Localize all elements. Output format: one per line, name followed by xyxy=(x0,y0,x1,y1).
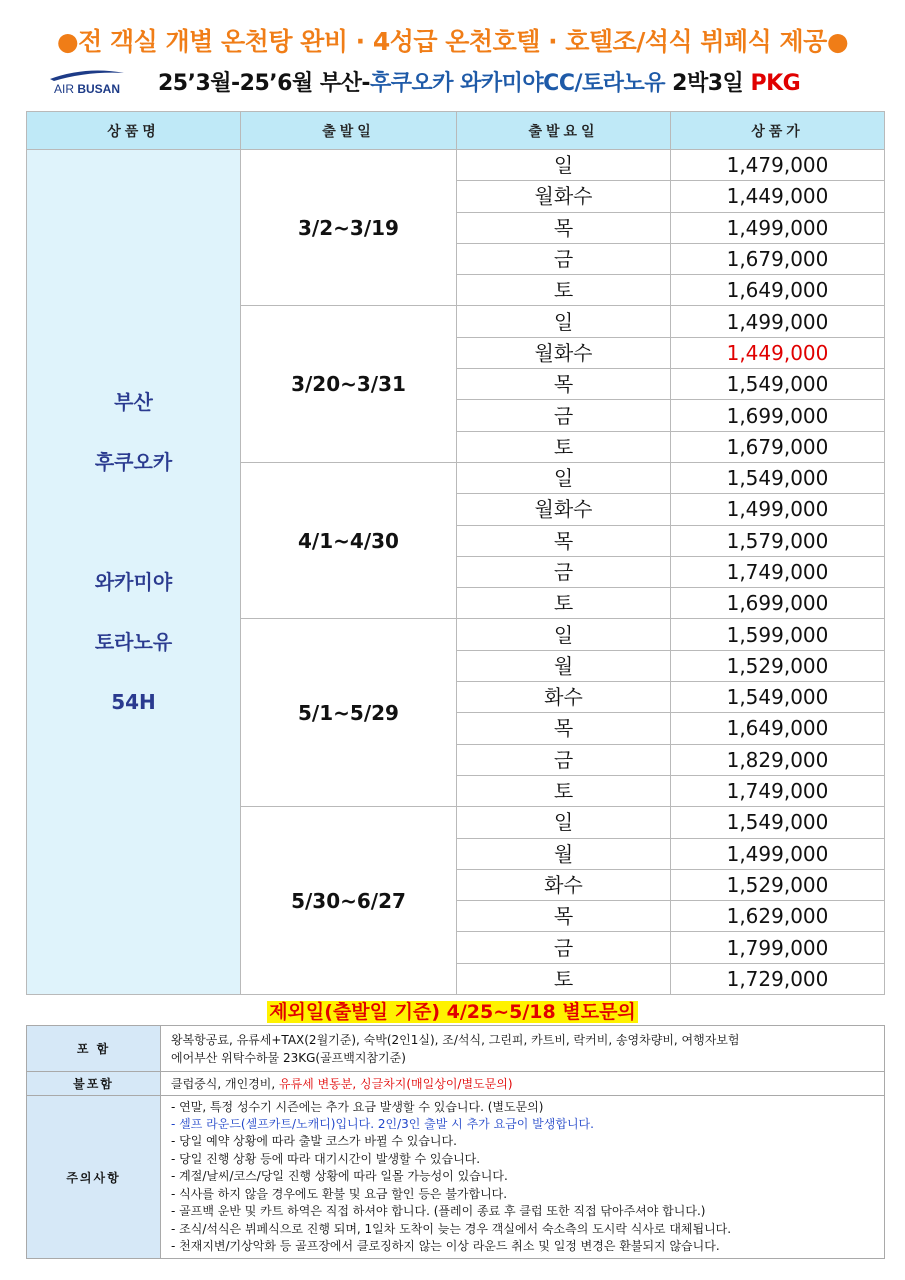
price-table xyxy=(26,111,885,995)
headline: ●전 객실 개별 온천탕 완비 · 4성급 온천호텔 · 호텔조/석식 뷔페식 제공● xyxy=(56,27,849,56)
departure-day: 일 xyxy=(457,150,671,181)
price: 1,499,000 xyxy=(671,838,885,869)
logo-busan: BUSAN xyxy=(77,82,121,96)
header-price: 상품가 xyxy=(671,112,885,150)
price: 1,549,000 xyxy=(671,807,885,838)
price: 1,699,000 xyxy=(671,588,885,619)
price: 1,549,000 xyxy=(671,462,885,493)
departure-day: 금 xyxy=(457,243,671,274)
departure-day: 월화수 xyxy=(457,494,671,525)
logo-text xyxy=(46,82,128,96)
departure-period: 3/20~3/31 xyxy=(241,306,457,462)
price: 1,529,000 xyxy=(671,650,885,681)
departure-day: 토 xyxy=(457,775,671,806)
price: 1,799,000 xyxy=(671,932,885,963)
price: 1,729,000 xyxy=(671,963,885,994)
notes-content xyxy=(161,1096,885,1259)
product-name-line: 와카미야 xyxy=(94,570,173,594)
note-line: - 골프백 운반 및 카트 하역은 직접 하셔야 합니다. (플레이 종료 후 클럽 또한 직접 닦아주셔야 합니다.) xyxy=(171,1204,706,1219)
departure-day: 월 xyxy=(457,650,671,681)
price-table-header xyxy=(27,112,885,150)
price: 1,549,000 xyxy=(671,369,885,400)
departure-period: 4/1~4/30 xyxy=(241,462,457,618)
product-name-line: 후쿠오카 xyxy=(94,450,173,474)
price: 1,499,000 xyxy=(671,212,885,243)
subtitle-dates: 25’3월-25’6월 부산- xyxy=(158,71,370,96)
info-row-include xyxy=(27,1026,885,1072)
departure-period: 3/2~3/19 xyxy=(241,150,457,306)
departure-day: 일 xyxy=(457,306,671,337)
price: 1,699,000 xyxy=(671,400,885,431)
price: 1,449,000 xyxy=(671,337,885,368)
info-row-notes xyxy=(27,1096,885,1259)
air-busan-logo xyxy=(46,68,128,100)
exclude-label: 불포함 xyxy=(27,1072,161,1096)
departure-day: 금 xyxy=(457,400,671,431)
table-row xyxy=(27,150,885,181)
subtitle-duration: 2박3일 xyxy=(665,71,751,96)
price: 1,749,000 xyxy=(671,556,885,587)
price: 1,629,000 xyxy=(671,901,885,932)
exclusion-text: 제외일(출발일 기준) 4/25~5/18 별도문의 xyxy=(269,1001,636,1023)
departure-day: 토 xyxy=(457,963,671,994)
note-line: - 당일 진행 상황 등에 따라 대기시간이 발생할 수 있습니다. xyxy=(171,1151,481,1166)
departure-day: 목 xyxy=(457,212,671,243)
departure-day: 토 xyxy=(457,275,671,306)
price: 1,649,000 xyxy=(671,275,885,306)
price: 1,579,000 xyxy=(671,525,885,556)
include-line: 왕복항공료, 유류세+TAX(2월기준), 숙박(2인1실), 조/석식, 그린피, 카트비, 락커비, 송영차량비, 여행자보험 xyxy=(171,1032,740,1047)
price: 1,549,000 xyxy=(671,682,885,713)
departure-period: 5/1~5/29 xyxy=(241,619,457,807)
exclude-text: 클럽중식, 개인경비, xyxy=(171,1076,279,1091)
include-content xyxy=(161,1026,885,1072)
swoosh-icon xyxy=(46,68,128,82)
departure-day: 일 xyxy=(457,462,671,493)
notes-label: 주의사항 xyxy=(27,1096,161,1259)
departure-day: 금 xyxy=(457,744,671,775)
product-name-cell xyxy=(27,150,241,995)
note-line: - 연말, 특정 성수기 시즌에는 추가 요금 발생할 수 있습니다. (별도문의) xyxy=(171,1099,544,1114)
note-line: - 천재지변/기상악화 등 골프장에서 클로징하지 않는 이상 라운드 취소 및 일정 변경은 환불되지 않습니다. xyxy=(171,1238,720,1253)
price: 1,599,000 xyxy=(671,619,885,650)
departure-day: 목 xyxy=(457,525,671,556)
header-product: 상품명 xyxy=(27,112,241,150)
product-name-line: 부산 xyxy=(114,390,153,414)
departure-day: 금 xyxy=(457,556,671,587)
departure-day: 목 xyxy=(457,369,671,400)
departure-day: 월화수 xyxy=(457,337,671,368)
include-label: 포 함 xyxy=(27,1026,161,1072)
price: 1,529,000 xyxy=(671,869,885,900)
logo-air: AIR xyxy=(53,82,74,96)
price: 1,499,000 xyxy=(671,494,885,525)
price: 1,499,000 xyxy=(671,306,885,337)
subtitle-pkg: PKG xyxy=(750,71,801,96)
price: 1,449,000 xyxy=(671,181,885,212)
exclusion-notice xyxy=(0,997,905,1024)
departure-day: 토 xyxy=(457,431,671,462)
price: 1,479,000 xyxy=(671,150,885,181)
departure-day: 금 xyxy=(457,932,671,963)
price-table-body xyxy=(27,150,885,995)
note-line: - 식사를 하지 않을 경우에도 환불 및 요금 할인 등은 불가합니다. xyxy=(171,1186,508,1201)
header-departure-day: 출발요일 xyxy=(457,112,671,150)
product-name-line xyxy=(27,512,240,572)
price: 1,679,000 xyxy=(671,243,885,274)
product-name-line: 54H xyxy=(111,690,156,714)
exclude-red-text: 유류세 변동분, 싱글차지(매일상이/별도문의) xyxy=(279,1076,513,1091)
header-departure-date: 출발일 xyxy=(241,112,457,150)
product-name-line: 토라노유 xyxy=(94,630,173,654)
price: 1,679,000 xyxy=(671,431,885,462)
departure-period: 5/30~6/27 xyxy=(241,807,457,995)
note-line: - 셀프 라운드(셀프카트/노캐디)입니다. 2인/3인 출발 시 추가 요금이 발생합니다. xyxy=(171,1117,594,1132)
departure-day: 일 xyxy=(457,619,671,650)
departure-day: 목 xyxy=(457,713,671,744)
departure-day: 토 xyxy=(457,588,671,619)
departure-day: 화수 xyxy=(457,682,671,713)
price: 1,829,000 xyxy=(671,744,885,775)
departure-day: 목 xyxy=(457,901,671,932)
note-line: - 당일 예약 상황에 따라 출발 코스가 바뀔 수 있습니다. xyxy=(171,1134,457,1149)
price: 1,749,000 xyxy=(671,775,885,806)
departure-day: 일 xyxy=(457,807,671,838)
price: 1,649,000 xyxy=(671,713,885,744)
departure-day: 화수 xyxy=(457,869,671,900)
note-line: - 계절/날씨/코스/당일 진행 상황에 따라 일몰 가능성이 있습니다. xyxy=(171,1169,508,1184)
departure-day: 월 xyxy=(457,838,671,869)
subtitle xyxy=(158,66,800,97)
departure-day: 월화수 xyxy=(457,181,671,212)
include-line: 에어부산 위탁수하물 23KG(골프백지참기준) xyxy=(171,1050,406,1065)
subtitle-destination: 후쿠오카 와카미야CC/토라노유 xyxy=(370,71,666,96)
exclude-content xyxy=(161,1072,885,1096)
subheader xyxy=(0,62,905,102)
note-line: - 조식/석식은 뷔페식으로 진행 되며, 1일차 도착이 늦는 경우 객실에서 숙소측의 도시락 식사로 대체됩니다. xyxy=(171,1221,732,1236)
info-row-exclude xyxy=(27,1072,885,1096)
info-table xyxy=(26,1025,885,1259)
